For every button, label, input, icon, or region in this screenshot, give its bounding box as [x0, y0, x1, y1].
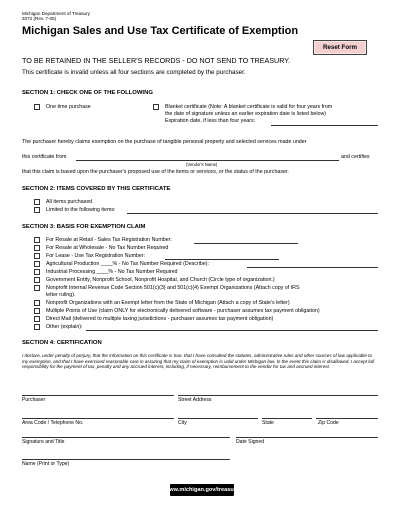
section3-heading: SECTION 3: BASIS FOR EXEMPTION CLAIM	[22, 224, 146, 230]
other-checkbox[interactable]	[34, 324, 40, 330]
limited-items-label: Limited to the following items:	[46, 207, 116, 213]
multiple-points-checkbox[interactable]	[34, 308, 40, 314]
department-name	[22, 11, 90, 22]
city-label: City	[178, 420, 187, 426]
blanket-label-3: Expiration date, if less than four years:	[165, 118, 256, 124]
government-entity-checkbox[interactable]	[34, 277, 40, 283]
name-print-label: Name (Print or Type)	[22, 461, 70, 467]
phone-label: Area Code / Telephone No.	[22, 420, 84, 426]
signature-label: Signature and Title	[22, 439, 65, 445]
one-time-checkbox[interactable]	[34, 104, 40, 110]
zip-label: Zip Code	[318, 420, 339, 426]
resale-wholesale-checkbox[interactable]	[34, 245, 40, 251]
nonprofit-state-checkbox[interactable]	[34, 300, 40, 306]
street-address-field[interactable]	[178, 395, 378, 396]
form-number: 3372 (Rev. 7-05)	[22, 16, 57, 22]
city-field[interactable]	[178, 418, 258, 419]
other-label: Other (explain):	[46, 324, 83, 330]
dept-label: Michigan Department of Treasury	[22, 11, 90, 16]
direct-mail-checkbox[interactable]	[34, 316, 40, 322]
industrial-checkbox[interactable]	[34, 269, 40, 275]
purchaser-label: Purchaser	[22, 397, 46, 403]
retain-notice: TO BE RETAINED IN THE SELLER'S RECORDS - DO NOT SEND TO TREASURY.	[22, 56, 291, 65]
resale-retail-label: For Resale at Retail - Sales Tax Registration Number:	[46, 237, 172, 243]
sales-tax-number-field[interactable]	[194, 243, 298, 244]
and-certifies-label: and certifies	[341, 154, 370, 160]
name-print-field[interactable]	[22, 459, 230, 460]
date-signed-label: Date Signed	[236, 439, 265, 445]
invalid-notice: This certificate is invalid unless all four sections are completed by the purchaser.	[22, 69, 246, 76]
purchaser-field[interactable]	[22, 395, 174, 396]
government-entity-label: Government Entity, Nonprofit School, Nonprofit Hospital, and Church (Circle type of organization.)	[46, 277, 275, 283]
claim-basis-statement: that this claim is based upon the purchaser's proposed use of the items or services, or the status of the purchaser.	[22, 169, 289, 175]
agricultural-checkbox[interactable]	[34, 261, 40, 267]
resale-wholesale-label: For Resale at Wholesale - No Tax Number Required	[46, 245, 169, 251]
section2-heading: SECTION 2: ITEMS COVERED BY THIS CERTIFICATE	[22, 186, 171, 192]
industrial-label: Industrial Processing ____% - No Tax Number Required	[46, 269, 178, 275]
section1-heading: SECTION 1: CHECK ONE OF THE FOLLOWING	[22, 90, 153, 96]
agricultural-describe-field[interactable]	[247, 267, 378, 268]
date-signed-field[interactable]	[236, 437, 378, 438]
resale-retail-checkbox[interactable]	[34, 237, 40, 243]
state-label: State	[262, 420, 274, 426]
one-time-label: One time purchase	[46, 104, 91, 110]
lease-label: For Lease - Use Tax Registration Number:	[46, 253, 146, 259]
vendor-name-field[interactable]	[76, 160, 339, 161]
nonprofit-irs-checkbox[interactable]	[34, 285, 40, 291]
page-title: Michigan Sales and Use Tax Certificate of Exemption	[22, 25, 299, 37]
section4-heading: SECTION 4: CERTIFICATION	[22, 340, 102, 346]
street-address-label: Street Address	[178, 397, 212, 403]
multiple-points-label: Multiple Points of Use (claim ONLY for electronically delivered software - purchaser assumes tax payment obligation)	[46, 308, 320, 314]
declaration-text: I declare, under penalty of perjury, that the information on this certificate is true, that I have consulted the statutes, administrative rules and other sources of law applicable to my exemption, and that I have exercised reasonable care in assuring that my claim of exemption is valid under Michigan law. In the event this claim is disallowed, I accept full responsibility for the payment of tax, penalty and any accrued interest, including, if necessary, reimbursement to the vendor for tax and accrued interest.	[22, 353, 375, 370]
nonprofit-state-label: Nonprofit Organizations with an Exempt letter from the State of Michigan (Attach a copy of State's letter)	[46, 300, 290, 306]
phone-field[interactable]	[22, 418, 174, 419]
all-items-checkbox[interactable]	[34, 199, 40, 205]
signature-field[interactable]	[22, 437, 230, 438]
agricultural-label: Agricultural Production ____% - No Tax Number Required (Describe):	[46, 261, 210, 267]
direct-mail-label: Direct Mail (delivered to multiple taxing jurisdictions - purchaser assumes tax payment obligation)	[46, 316, 274, 322]
cert-from-label: this certificate from	[22, 154, 67, 160]
limited-items-field[interactable]	[127, 213, 378, 214]
vendor-name-caption: (Vendor's Name)	[186, 162, 218, 167]
nonprofit-irs-label-cont: letter ruling).	[46, 292, 76, 298]
blanket-label-1: Blanket certificate (Note: A blanket certificate is valid for four years from	[165, 104, 333, 110]
lease-checkbox[interactable]	[34, 253, 40, 259]
state-field[interactable]	[262, 418, 312, 419]
use-tax-number-field[interactable]	[165, 259, 279, 260]
claims-statement: The purchaser hereby claims exemption on the purchase of tangible personal property and selected services made under	[22, 139, 307, 145]
limited-items-checkbox[interactable]	[34, 207, 40, 213]
expiration-date-field[interactable]	[271, 125, 378, 126]
all-items-label: All items purchased	[46, 199, 93, 205]
nonprofit-irs-label: Nonprofit Internal Revenue Code Section 501(c)(3) and 501(c)(4) Exempt Organizations (Attach copy of IRS	[46, 285, 300, 291]
zip-field[interactable]	[316, 418, 378, 419]
blanket-label-2: the date of signature unless an earlier expiration date is listed below)	[165, 111, 327, 117]
blanket-checkbox[interactable]	[153, 104, 159, 110]
other-explain-field[interactable]	[86, 330, 378, 331]
reset-form-button[interactable]: Reset Form	[313, 40, 367, 55]
treasury-url[interactable]: www.michigan.gov/treasury	[170, 484, 234, 496]
